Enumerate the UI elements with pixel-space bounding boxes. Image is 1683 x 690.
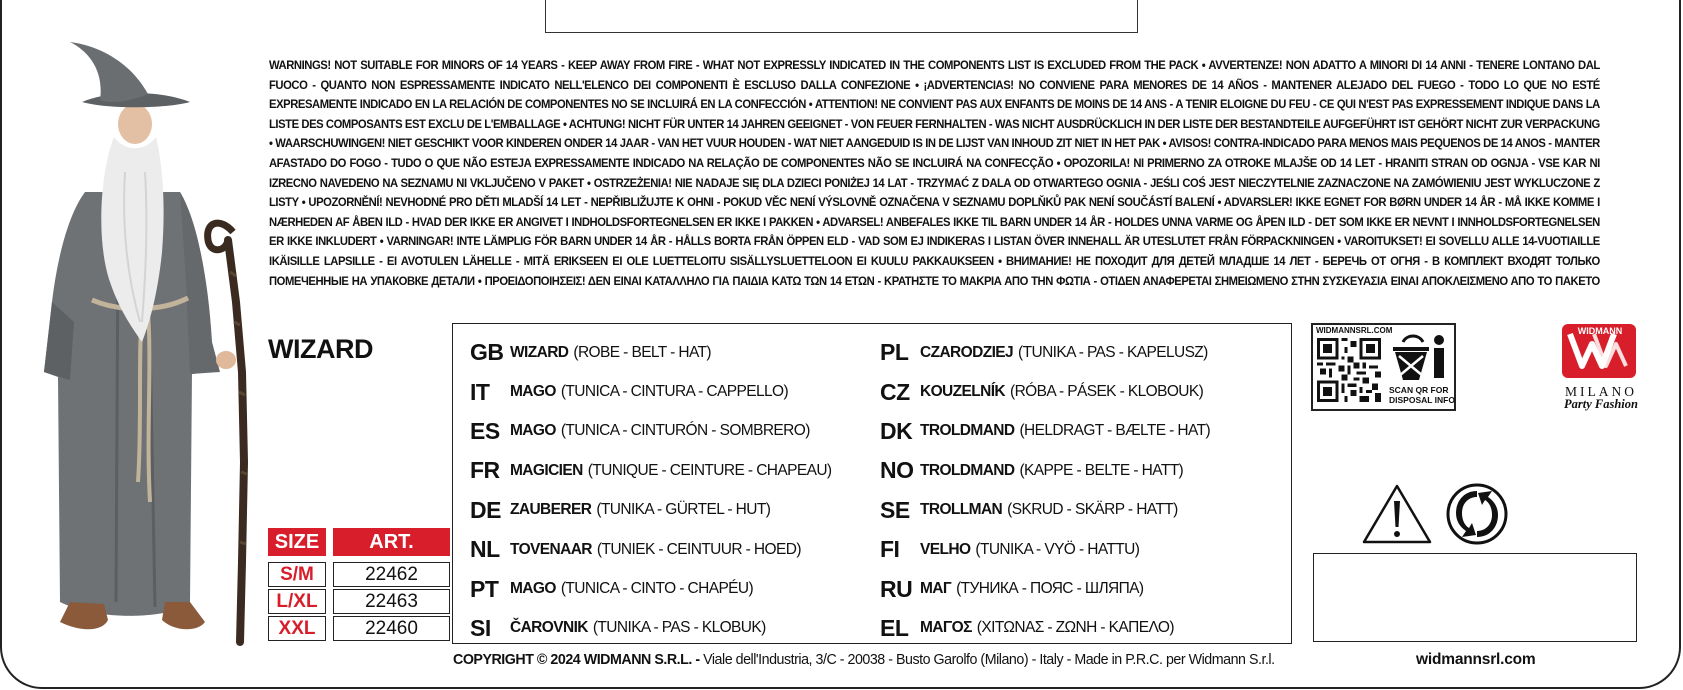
language-product-name: ΜΑΓΟΣ <box>920 619 972 637</box>
size-row <box>268 616 450 641</box>
language-row <box>470 372 880 411</box>
warnings-text: WARNINGS! NOT SUITABLE FOR MINORS OF 14 YEARS - KEEP AWAY FROM FIRE - WHAT NOT EXPRESSLY INDICATED IN THE COMPONENTS LIST IS EXCLUDED FROM THE PACK • AVVERTENZE! NON ADATTO A MINORI DI 14 ANNI - TENERE LONTANO DAL FUOCO - QUANTO NON ESPRESSAMENTE INDICATO NELL'ELENCO DEI COMPONENTI È ESCLUSO DALLA CONFEZIONE • ¡ADVERTENCIAS! NO CONVIENE PARA MENORES DE 14 AÑOS - MANTENER ALEJADO DEL FUEGO - TODO LO QUE NO ESTÉ EXPRESAMENTE INDICADO EN LA RELACIÓN DE COMPONENTES NO SE INCLUIRÁ EN LA CONFECCIÓN • ATTENTION! NE CONVIENT PAS AUX ENFANTS DE MOINS DE 14 ANS - A TENIR ELOIGNE DU FEU - CE QUI N'EST PAS EXPRESSEMENT INDIQUE DANS LA LISTE DES COMPOSANTS EST EXCLU DE L'EMBALLAGE • ACHTUNG! NICHT FÜR UNTER 14 JAHREN GEEIGNET - VON FEUER FERNHALTEN - WAS NICHT AUSDRÜCKLICH IN DER LISTE DER BESTANDTEILE AUFGEFÜHRT IST GEHÖRT NICHT ZUR VERPACKUNG • WAARSCHUWINGEN! NIET GESCHIKT VOOR KINDEREN ONDER 14 JAAR - VAN HET VUUR HOUDEN - WAT NIET AANGEDUID IS IN DE LIJST VAN INHOUD ZIT NIET IN HET PAK • AVISOS! CONTRA-INDICADO PARA MENOS MAIS PEQUENOS DE 14 ANOS - MANTER AFASTADO DO FOGO - TUDO O QUE NÃO ESTEJA EXPRESSAMENTE INDICADO NA RELAÇÃO DE COMPONENTES NÃO SE INCLUIRÁ NA CONFECÇÃO • OPOZORILA! NI PRIMERNO ZA OTROKE MLAJŠE OD 14 LET - HRANITI STRAN OD OGNJA - VSE KAR NI IZRECNO NAVEDENO NA SEZNAMU NI VKLJUČENO V PAKET • OSTRZEŻENIA! NIE NADAJE SIĘ DLA DZIECI PONIŻEJ 14 LAT - TRZYMAĆ Z DALA OD OTWARTEGO OGNIA - JEŚLI COŚ JEST NIECZYTELNIE ZAZNACZONE NA ZAMÓWIENIU JEST WYKLUCZONE Z LISTY • UPOZORNĚNÍ! NEVHODNÉ PRO DĚTI MLADŠÍ 14 LET - NEPŘIBLIŽUJTE K OHNI - POKUD VĚC NENÍ VÝSLOVNĚ OZNAČENA V SEZNAMU DOPLŇKŮ PAK NENÍ SOUČÁSTÍ BALENÍ • ADVARSLER! IKKE EGNET FOR BØRN UNDER 14 ÅR - MÅ IKKE KOMME I NÆRHEDEN AF ÅBEN ILD - HVAD DER IKKE ER ANGIVET I INDHOLDSFORTEGNELSEN ER IKKE I PAKKEN • ADVARSEL! ANBEFALES IKKE TIL BARN UNDER 14 ÅR - HOLDES UNNA VARME OG ÅPEN ILD - DET SOM IKKE ER NEVNT I INNHOLDSFORTEGNELSEN ER IKKE INKLUDERT • VARNINGAR! INTE LÄMPLIG FÖR BARN UNDER 14 ÅR - HÅLLS BORTA FRÅN ÖPPEN ELD - VAD SOM EJ INDIKERAS I LISTAN ÖVER INNEHALL ÄR UTESLUTET FRÅN FÖRPACKNINGEN • VAROITUKSET! EI SOVELLU ALLE 14-VUOTIAILLE IKÄISILLE LAPSILLE - EI AVOTULEN LÄHELLE - MITÄ ERIKSEEN EI OLE LUETTELOITU SISÄLLYSLUETTELOON EI KUULU PAKKAUKSEEN • ВНИМАНИЕ! НЕ ПОХОДИТ ДЛЯ ДЕТЕЙ МЛАДШЕ 14 ЛЕТ - БЕРЕЧЬ ОТ ОГНЯ - В КОМПЛЕКТ ВХОДЯТ ТОЛЬКО ПОМЕЧЕННЫЕ НА УПАКОВКЕ ДЕТАЛИ • ΠΡΟΕΙΔΟΠΟΙΗΣΕΙΣ! ΔΕΝ ΕΙΝΑΙ ΚΑΤΑΛΛΗΛΟ ΓΙΑ ΠΑΙΔΙΑ ΚΑΤΩ ΤΩΝ 14 ΕΤΩΝ - ΚΡΑΤΗΣΤΕ ΤΟ ΜΑΚΡΙΑ ΑΠΟ ΤΗΝ ΦΩΤΙΑ - ΟΤΙΔΕΝ ΑΝΑΦΕΡΕΤΑΙ ΣΗΜΕΙΩΜΕΝΟ ΣΤΗΝ ΣΥΣΚΕΥΑΣΙΑ ΕΙΝΑΙ ΑΠΟΚΛΕΙΣΜΕΝΟ ΑΠΟ ΤΟ ΠΑΚΕΤΟ <box>269 59 1600 288</box>
language-product-name: MAGO <box>510 580 556 598</box>
language-detail: (RÓBA - PÁSEK - KLOBOUK) <box>1010 383 1204 401</box>
qr-disposal-panel[interactable] <box>1311 323 1456 411</box>
language-product-name: VELHO <box>920 540 971 558</box>
language-code: NO <box>880 457 914 484</box>
language-product-name: MAGICIEN <box>510 461 583 479</box>
language-product-name: MAGO <box>510 383 556 401</box>
brand-tagline: Party Fashion <box>1564 397 1638 411</box>
language-code: PL <box>880 339 909 366</box>
language-product-name: TOVENAAR <box>510 540 592 558</box>
language-row <box>470 609 880 648</box>
language-product-name: ZAUBERER <box>510 501 592 519</box>
language-column-right <box>880 333 1290 648</box>
art-number: 22463 <box>333 589 450 614</box>
size-value: XXL <box>268 616 326 641</box>
language-row <box>880 451 1290 490</box>
brand-city: MILANO <box>1565 384 1637 399</box>
size-header: SIZE <box>268 528 326 556</box>
language-code: RU <box>880 575 913 602</box>
language-row <box>470 451 880 490</box>
language-code: EL <box>880 614 909 641</box>
art-header: ART. <box>333 528 450 556</box>
size-table-header <box>268 528 450 556</box>
language-row <box>470 412 880 451</box>
size-row <box>268 562 450 587</box>
qr-instruction: SCAN QR FOR DISPOSAL INFO <box>1389 385 1455 405</box>
language-detail: (TUNIKA - VYÖ - HATTU) <box>975 540 1140 558</box>
language-row <box>880 569 1290 608</box>
language-product-name: TROLDMAND <box>920 461 1015 479</box>
copyright-line <box>453 651 1275 668</box>
language-product-name: KOUZELNÍK <box>920 383 1006 401</box>
language-product-name: TROLLMAN <box>920 501 1003 519</box>
widmann-brand <box>1556 320 1656 420</box>
language-detail: (TUNIKA - PAS - KAPELUSZ) <box>1018 343 1208 361</box>
language-detail: (ROBE - BELT - HAT) <box>573 343 711 361</box>
qr-code-icon[interactable] <box>1317 338 1381 402</box>
size-table <box>268 528 450 641</box>
language-product-name: CZARODZIEJ <box>920 343 1014 361</box>
language-detail: (TUNIEK - CEINTUUR - HOED) <box>596 540 801 558</box>
language-product-name: МАГ <box>920 580 952 598</box>
language-product-name: MAGO <box>510 422 556 440</box>
language-row <box>880 530 1290 569</box>
language-code: FI <box>880 536 900 563</box>
language-code: NL <box>470 536 500 563</box>
qr-label: WIDMANNSRL.COM <box>1316 326 1393 335</box>
copyright-bold: COPYRIGHT © 2024 WIDMANN S.R.L. - <box>453 651 700 668</box>
language-detail: (ΧΙΤΩΝΑΣ - ΖΩΝΗ - ΚΑΠΕΛΟ) <box>976 619 1174 637</box>
disposal-bin-icon <box>1389 330 1451 385</box>
size-row <box>268 589 450 614</box>
top-blank-box <box>545 0 1138 33</box>
language-detail: (TUNIKA - GÜRTEL - HUT) <box>596 501 771 519</box>
art-number: 22460 <box>333 616 450 641</box>
language-column-left <box>470 333 880 648</box>
language-detail: (ТУНИКА - ПОЯС - ШЛЯПА) <box>956 580 1144 598</box>
language-product-name: WIZARD <box>510 343 569 361</box>
language-code: DK <box>880 417 913 444</box>
language-translations-box <box>452 323 1292 644</box>
language-row <box>470 333 880 372</box>
language-code: PT <box>470 575 499 602</box>
language-detail: (KAPPE - BELTE - HATT) <box>1019 461 1184 479</box>
size-value: S/M <box>268 562 326 587</box>
wizard-costume-illustration <box>30 42 260 662</box>
language-code: GB <box>470 339 504 366</box>
size-value: L/XL <box>268 589 326 614</box>
product-name: WIZARD <box>268 334 373 364</box>
warning-triangle-icon <box>1361 483 1433 545</box>
language-code: ES <box>470 417 500 444</box>
language-detail: (TUNICA - CINTURA - CAPPELLO) <box>560 383 789 401</box>
language-product-name: TROLDMAND <box>920 422 1015 440</box>
language-code: DE <box>470 496 501 523</box>
widmann-logo-icon <box>1560 322 1640 380</box>
language-row <box>470 569 880 608</box>
language-row <box>880 609 1290 648</box>
language-code: FR <box>470 457 500 484</box>
language-detail: (TUNIKA - PAS - KLOBUK) <box>592 619 766 637</box>
brand-name: WIDMANN <box>1577 326 1623 336</box>
language-detail: (HELDRAGT - BÆLTE - HAT) <box>1019 422 1211 440</box>
language-row <box>470 491 880 530</box>
language-row <box>470 530 880 569</box>
art-number: 22462 <box>333 562 450 587</box>
language-row <box>880 333 1290 372</box>
language-detail: (TUNICA - CINTURÓN - SOMBRERO) <box>560 422 810 440</box>
copyright-address: Viale dell'Industria, 3/C - 20038 - Busto Garolfo (Milano) - Italy - Made in P.R.C. per Widmann S.r.l. <box>699 651 1275 668</box>
language-code: SI <box>470 614 491 641</box>
website-link[interactable]: widmannsrl.com <box>1416 651 1536 668</box>
language-code: SE <box>880 496 910 523</box>
language-row <box>880 412 1290 451</box>
green-dot-recycle-icon <box>1446 483 1508 545</box>
language-product-name: ČAROVNIK <box>510 619 588 637</box>
blank-info-box <box>1313 553 1637 642</box>
language-row <box>880 491 1290 530</box>
language-detail: (SKRUD - SKÄRP - HATT) <box>1007 501 1178 519</box>
language-detail: (TUNIQUE - CEINTURE - CHAPEAU) <box>587 461 832 479</box>
language-code: IT <box>470 378 490 405</box>
language-row <box>880 372 1290 411</box>
language-code: CZ <box>880 378 910 405</box>
language-detail: (TUNICA - CINTO - CHAPÉU) <box>560 580 754 598</box>
